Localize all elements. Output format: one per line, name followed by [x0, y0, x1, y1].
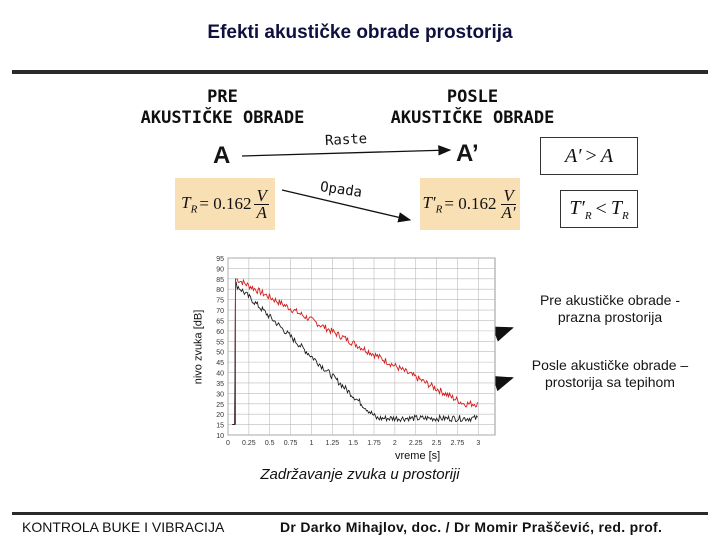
- y-tick-label: 65: [216, 318, 224, 326]
- y-tick-label: 60: [216, 328, 224, 336]
- y-tick-label: 35: [216, 380, 224, 388]
- y-tick-label: 55: [216, 339, 224, 347]
- legend-black: Posle akustičke obrade – prostorija sa tepihom: [531, 357, 689, 390]
- x-tick-label: 0.75: [283, 440, 298, 447]
- footer-right: Dr Darko Mihajlov, doc. / Dr Momir Praščević, red. prof.: [280, 519, 663, 535]
- raste-label: Raste: [324, 130, 368, 150]
- y-tick-label: 80: [216, 287, 224, 295]
- formula-after: $T'_R$ = 0.162 $\frac{V}{A'}$: [420, 178, 520, 230]
- heading-after-line2: AKUSTIČKE OBRADE: [390, 108, 555, 128]
- x-tick-label: 3: [476, 440, 481, 447]
- slide-title: Efekti akustičke obrade prostorija: [207, 22, 513, 43]
- graph-caption: Zadržavanje zvuka u prostoriji: [260, 466, 460, 483]
- time-comparison: $T'_R$ < $T_R$: [560, 190, 638, 228]
- heading-after-line1: POSLE: [446, 87, 499, 107]
- plot-area: [228, 258, 495, 435]
- legend-red: Pre akustičke obrade - prazna prostorija: [539, 292, 681, 325]
- raste-arrow: [242, 150, 450, 156]
- y-tick-label: 70: [216, 308, 224, 316]
- x-tick-label: 1.75: [367, 440, 381, 447]
- y-tick-label: 10: [216, 433, 224, 440]
- x-tick-label: 2.25: [408, 440, 423, 447]
- y-tick-label: 30: [216, 391, 224, 399]
- x-tick-label: 0.25: [242, 440, 256, 447]
- y-tick-label: 85: [216, 276, 224, 284]
- opada-label: Opada: [319, 179, 364, 201]
- area-after-label: A’: [456, 140, 479, 167]
- x-tick-label: 0.5: [264, 440, 275, 447]
- heading-before-line1: PRE: [207, 87, 238, 107]
- area-comparison: A′ > A: [540, 137, 638, 175]
- y-tick-label: 20: [216, 412, 224, 420]
- x-tick-label: 2.5: [431, 440, 442, 447]
- graph-xlabel: vreme [s]: [395, 450, 441, 462]
- footer-divider: [12, 512, 708, 515]
- x-tick-label: 1.5: [348, 440, 359, 447]
- footer-left: KONTROLA BUKE I VIBRACIJA: [22, 519, 225, 535]
- y-tick-label: 15: [216, 422, 224, 430]
- formula-before: $T_R$ = 0.162 $\frac{V}{A}$: [175, 178, 275, 230]
- x-tick-label: 2: [392, 440, 397, 447]
- y-tick-label: 45: [216, 360, 224, 368]
- graph-ylabel-wrap: [191, 256, 205, 446]
- y-tick-label: 25: [216, 401, 224, 409]
- heading-before-line2: AKUSTIČKE OBRADE: [140, 108, 305, 128]
- area-before-label: A: [213, 142, 231, 169]
- y-tick-label: 90: [216, 266, 224, 274]
- x-tick-label: 0: [226, 440, 230, 447]
- y-tick-label: 50: [216, 349, 224, 357]
- y-tick-label: 95: [216, 256, 224, 263]
- graph-ylabel: nivo zvuka [dB]: [192, 309, 205, 385]
- y-tick-label: 40: [216, 370, 224, 378]
- decay-graph: [205, 250, 505, 455]
- x-tick-label: 2.75: [450, 440, 465, 447]
- x-tick-label: 1.25: [325, 440, 340, 447]
- y-tick-label: 75: [216, 297, 224, 305]
- x-tick-label: 1: [309, 440, 314, 447]
